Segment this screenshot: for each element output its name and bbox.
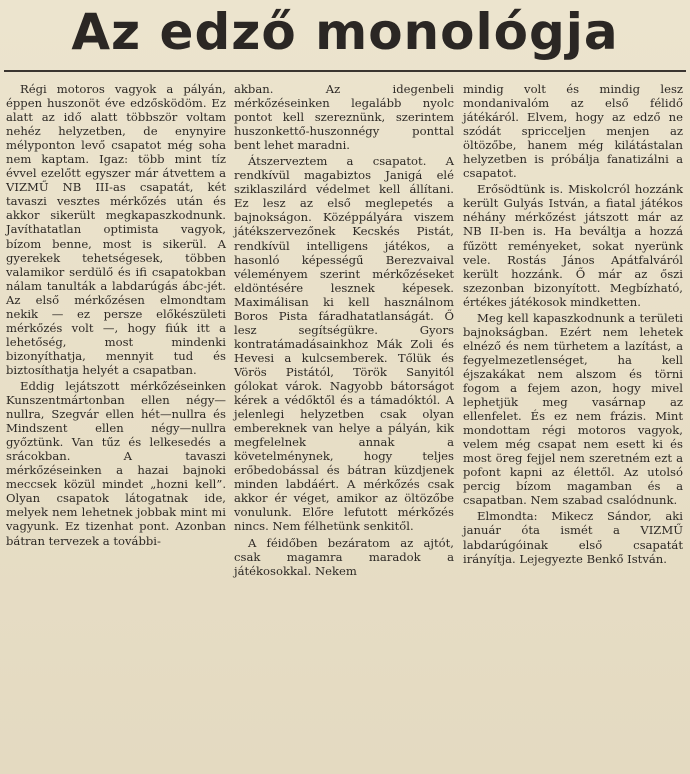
paragraph: Átszerveztem a csapatot. A rendkívül magabiztos Janigá elé sziklaszilárd védelmet kell állítani. Ez lesz az első meglepetés a bajnokságon. Középpályára viszem játékszervezőnek Kecskés Pistát, rendkívül intelligens játékos, a hasonló képességű Berezvaival véleményem szerint mérkőzéseket eldöntésére lesznek képesek. Maximálisan ki kell használnom Boros Pista fáradhatatlanságát. Ő lesz segítségükre. Gyors kontratámadásainkhoz Mák Zoli és Hevesi a kulcsemberek. Tőlük és Vörös Pistától, Török Sanyitól gólokat várok. Nagyobb bátorságot kérek a védőktől és a támadóktól. A jelenlegi helyzetben csak olyan embereknek van helye a pályán, kik megfelelnek annak a követelménynek, hogy teljes erőbedobással és bátran küzdjenek minden labdáért. A mérkőzés csak akkor ér véget, amikor az öltözőbe vonulunk. Előre lefutott mérkőzés nincs. Nem félhetünk senkitől.: [234, 154, 454, 534]
paragraph: A féidőben bezáratom az ajtót, csak magamra maradok a játékosokkal. Nekem: [234, 535, 454, 578]
paragraph: akban. Az idegenbeli mérkőzéseinken legalább nyolc pontot kell szereznünk, szerintem huszonkettő-huszonnégy ponttal bent lehet maradni.: [234, 82, 454, 153]
paragraph: Régi motoros vagyok a pályán, éppen huszonöt éve edzősködöm. Ez alatt az idő alatt többször voltam nehéz helyzetben, de enynyire mélyponton levő csapatot még soha nem kaptam. Igaz: több mint tíz évvel ezelőtt egyszer már átvettem a VIZMŰ NB III-as csapatát, két tavaszi vesztes mérkőzés után és akkor sikerült megkapaszkodnunk. Javíthatatlan optimista vagyok, bízom benne, most is sikerül. A gyerekek tehetségesek, többen valamikor serdülő és ifi csapatokban nálam tanulták a labdarúgás ábc-jét. Az első mérkőzésen elmondtam nekik — ez persze előkészületi mérkőzés volt —, hogy fiúk itt a lehetőség, most mindenki bizonyíthatja, mennyit tud és biztosíthatja helyét a csapatban.: [6, 82, 226, 377]
headline: Az edző monológja: [71, 3, 619, 61]
paragraph: Eddig lejátszott mérkőzéseinken Kunszentmártonban ellen négy—nullra, Szegvár ellen hét—nullra és Mindszent ellen négy—nullra győztünk. Van tűz és lelkesedés a srácokban. A tavaszi mérkőzéseinken a hazai bajnoki meccsek közül mindet „hozni kell”. Olyan csapatok látogatnak ide, melyek nem lehetnek jobbak mint mi vagyunk. Ez tizenhat pont. Azonban bátran tervezek a további-: [6, 378, 226, 548]
article-column-2: [234, 82, 454, 578]
paragraph: Meg kell kapaszkodnunk a területi bajnokságban. Ezért nem lehetek elnéző és nem türhetem a lazítást, a fegyelmezetlenséget, ha kell éjszakákat nem alszom és törni fogom a fejem azon, hogy mivel lephetjük meg vasárnap az ellenfelet. És ez nem frázis. Mint mondottam régi motoros vagyok, velem még csapat nem esett ki és most öreg fejjel nem szeretném ezt a pofont kapni az élettől. Az utolsó percig bízom magamban és a csapatban. Nem szabad csalódnunk.: [463, 310, 683, 508]
article-column-1: [6, 82, 226, 548]
article-column-3: [463, 82, 683, 566]
paragraph: mindig volt és mindig lesz mondanivalóm az első félidő játékáról. Elvem, hogy az edző ne szódát spricceljen menjen az öltözőbe, hanem még kilátástalan helyzetben is próbálja fanatizálni a csapatot.: [463, 82, 683, 181]
paragraph: Erősödtünk is. Miskolcról hozzánk került Gulyás István, a fiatal játékos néhány mérkőzést játszott már az NB II-ben is. Ha beváltja a hozzá fűzött reményeket, sokat nyerünk vele. Rostás János Apátfalváról került hozzánk. Ő már az őszi szezonban bizonyított. Megbízható, értékes játékosok mindketten.: [463, 182, 683, 309]
headline-rule: [4, 70, 686, 72]
paragraph: Elmondta: Mikecz Sándor, aki január óta ismét a VIZMŰ labdarúgóinak első csapatát irányítja. Lejegyezte Benkő István.: [463, 509, 683, 566]
